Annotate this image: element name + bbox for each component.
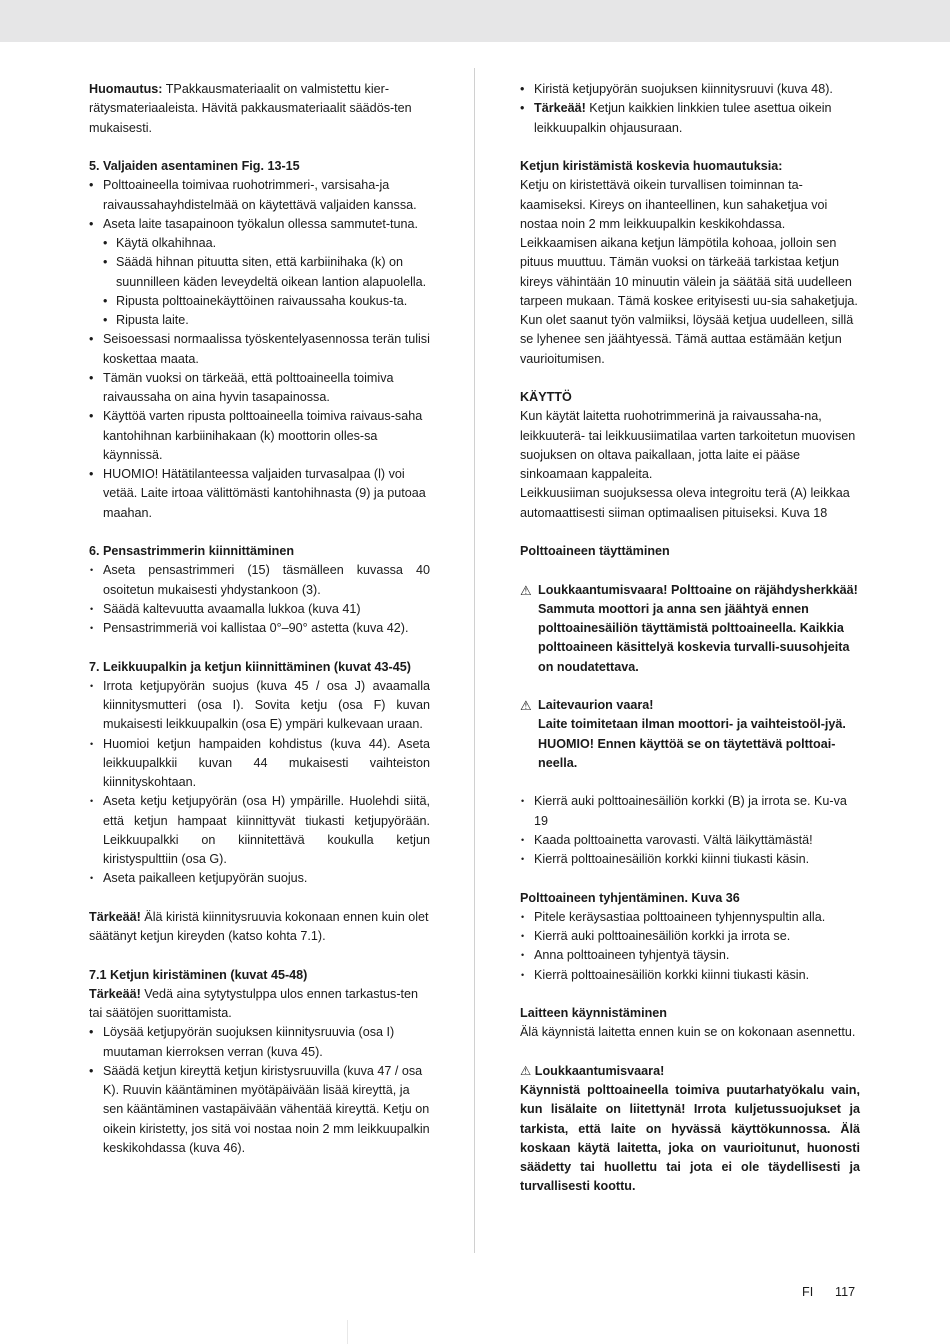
list-item: • Kaada polttoainetta varovasti. Vältä läikyttämästä! (520, 831, 860, 850)
list-item: • Ripusta laite. (89, 311, 430, 330)
kaytto-title: KÄYTTÖ (520, 390, 572, 404)
list-item: • Aseta laite tasapainoon työkalun ollessa sammutet-tuna. (89, 215, 430, 234)
top-band (0, 0, 950, 42)
kaytto-text: Kun käytät laitetta ruohotrimmerinä ja raivaussaha-na, leikkuuterä- tai leikkuusiimatilaa varten tarkoitetun muovisen suojuksen on oltava paikallaan, jotta laite ei pääse sinkoamaan kappaleita. (520, 409, 856, 481)
important-note: Tärkeää! Älä kiristä kiinnitysruuvia kokonaan ennen kuin olet säätänyt ketjun kireyden (katso kohta 7.1). (89, 909, 429, 943)
chain-notes-title: Ketjun kiristämistä koskevia huomautuksia: (520, 159, 783, 173)
list-item: • Seisoessasi normaalissa työskentelyasennossa terän tulisi koskettaa maata. (89, 330, 430, 369)
start-text: Älä käynnistä laitetta ennen kuin se on kokonaan asennettu. (520, 1025, 856, 1040)
warning-icon: ⚠ (520, 582, 532, 598)
chain-final-list (520, 80, 860, 138)
warning-body: Sammuta moottori ja anna sen jäähtyä ennen polttoainesäiliön täyttämistä polttoaineella. Kaikkia polttoaineen käsittelyä koskevia turvalli-suusohjeita on noudatettava. (538, 601, 850, 674)
section-5-title: 5. Valjaiden asentaminen Fig. 13-15 (89, 159, 300, 173)
list-item: • Tämän vuoksi on tärkeää, että polttoaineella toimiva raivaussaha on aina hyvin tasapainossa. (89, 369, 430, 408)
fuel-empty-title: Polttoaineen tyhjentäminen. Kuva 36 (520, 890, 740, 905)
list-item: • Käytä olkahihnaa. (89, 234, 430, 253)
column-divider (474, 68, 475, 1253)
list-item: • Kierrä auki polttoainesäiliön korkki ja irrota se. (520, 927, 860, 946)
fuel-fill-title: Polttoaineen täyttäminen (520, 544, 670, 558)
warning-icon: ⚠ (520, 698, 532, 713)
chain-notes-text: Ketju on kiristettävä oikein turvallisen toiminnan ta-kaamiseksi. Kireys on ihanteellinen, kun sahaketjua voi nostaa noin 2 mm leikkuupalkin keskikohdassa. Leikkaamisen aikana ketjun lämpötila kohoaa, jolloin sen pituus muuttuu. Tämän vuoksi on tärkeää tarkistaa ketjun kireys vähintään 10 minuutin välein ja säätää sitä uudelleen tarpeen mukaan. Tämä koskee erityisesti uu-sia sahaketjuja. Kun olet saanut työn valmiiksi, löysää ketjua uudelleen, sillä se lyhenee sen jäähtyessä. Tämä auttaa estämään ketjun vaurioitumisen. (520, 178, 858, 366)
list-item: • Pensastrimmeriä voi kallistaa 0°–90° astetta (kuva 42). (89, 619, 430, 638)
section-5-list (89, 176, 430, 234)
list-item: • Kierrä polttoainesäiliön korkki kiinni tiukasti käsin. (520, 966, 860, 985)
section-7-1-list (89, 1023, 430, 1158)
footer-language: FI (802, 1285, 814, 1299)
section-7-1-title: 7.1 Ketjun kiristäminen (kuvat 45-48) (89, 967, 308, 982)
kaytto-text-2: Leikkuusiiman suojuksessa oleva integroitu terä (A) leikkaa automaattisesti siiman optimaalisen pituiseksi. Kuva 18 (520, 486, 850, 520)
injury-warning (520, 581, 860, 677)
list-item: • Löysää ketjupyörän suojuksen kiinnitysruuvia (osa I) muutaman kierroksen verran (kuva 45). (89, 1023, 430, 1062)
device-damage-warning (520, 696, 860, 773)
left-column (89, 80, 430, 1158)
warning-body-2: HUOMIO! Ennen käyttöä se on täytettävä polttoai-neella. (538, 736, 836, 770)
page-number: 117 (835, 1285, 856, 1299)
list-item: • Aseta ketju ketjupyörän (osa H) ympärille. Huolehdi siitä, että ketjun hampaat kiinnittyvät tiukasti ketjupyörään. Leikkuupalkki on kiinnitettävä koukulla ketjun kiristyspulttiin (osa G). (89, 792, 430, 869)
list-item: • Polttoaineella toimivaa ruohotrimmeri-, varsisaha-ja raivaussahayhdistelmää on käytettävä valjaiden kanssa. (89, 176, 430, 215)
section-6-list (89, 561, 430, 638)
list-item: • HUOMIO! Hätätilanteessa valjaiden turvasalpaa (l) voi vetää. Laite irtoaa välittömästi kantohihnasta (9) ja putoaa maahan. (89, 465, 430, 523)
list-item: • Tärkeää! Ketjun kaikkien linkkien tulee asettua oikein leikkuupalkin ohjausuraan. (520, 99, 860, 138)
list-item: • Pitele keräysastiaa polttoaineen tyhjennyspultin alla. (520, 908, 860, 927)
right-column (520, 80, 860, 1197)
list-item: • Käyttöä varten ripusta polttoaineella toimiva raivaus-saha kantohihnan karbiinihakaan (k) moottorin olles-sa käynnissä. (89, 407, 430, 465)
injury-warning-2-body: Käynnistä polttoaineella toimiva puutarhatyökalu vain, kun lisälaite on liitettynä! Irrota kuljetussuojukset ja tarkista, että laite on hyvässä käyttökunnossa. Älä koskaan käytä laitetta, joka on vaurioitunut, huonosti säädetty tai huollettu tai jota ei ole täydellisesti ja turvallisesti koottu. (520, 1083, 860, 1194)
list-item: • Irrota ketjupyörän suojus (kuva 45 / osa J) avaamalla kiinnitysmutteri (osa I). Sovita ketju (osa F) kuvan mukaisesti leikkuupalkin (osa E) ympäri kulkevaan uraan. (89, 677, 430, 735)
warning-heading: Laitevaurion vaara! (538, 698, 654, 712)
packaging-note: Huomautus: TPakkausmateriaalit on valmistettu kier-rätysmateriaaleista. Hävitä pakkausmateriaalit säädös-ten mukaisesti. (89, 82, 412, 135)
list-item: • Kierrä auki polttoainesäiliön korkki (B) ja irrota se. Ku-va 19 (520, 792, 860, 831)
fuel-empty-list (520, 908, 860, 985)
list-item: • Huomioi ketjun hampaiden kohdistus (kuva 44). Aseta leikkuupalkkii kuvan 44 mukaisesti vaihteiston kiinnityskohtaan. (89, 735, 430, 793)
section-7-1-note: Tärkeää! Vedä aina sytytystulppa ulos ennen tarkastus-ten tai säätöjen suorittamista. (89, 986, 419, 1020)
warning-body: Laite toimitetaan ilman moottori- ja vaihteistoöl-jyä. (538, 717, 846, 732)
list-item: • Aseta pensastrimmeri (15) täsmälleen kuvassa 40 osoitetun mukaisesti yhdystankoon (3). (89, 561, 430, 600)
list-item: • Anna polttoaineen tyhjentyä täysin. (520, 946, 860, 965)
list-item: • Säädä kaltevuutta avaamalla lukkoa (kuva 41) (89, 600, 430, 619)
section-6-title: 6. Pensastrimmerin kiinnittäminen (89, 544, 295, 558)
warning-icon: ⚠ (520, 1063, 532, 1078)
section-7-title: 7. Leikkuupalkin ja ketjun kiinnittäminen (kuvat 43-45) (89, 659, 411, 674)
injury-warning-2-heading: ⚠ Loukkaantumisvaara! (520, 1063, 665, 1078)
warning-heading: Loukkaantumisvaara! Polttoaine on räjähdysherkkää! (538, 582, 858, 597)
bottom-mark (347, 1320, 348, 1344)
list-item: • Kierrä polttoainesäiliön korkki kiinni tiukasti käsin. (520, 850, 860, 869)
list-item: • Ripusta polttoainekäyttöinen raivaussaha koukus-ta. (89, 292, 430, 311)
list-item: • Säädä hihnan pituutta siten, että karbiinihaka (k) on suunnilleen käden leveydeltä oikean lantion alapuolella. (89, 253, 430, 292)
section-5-sublist (89, 234, 430, 330)
start-title: Laitteen käynnistäminen (520, 1006, 667, 1020)
fuel-fill-list (520, 792, 860, 869)
section-7-list (89, 677, 430, 889)
list-item: • Säädä ketjun kireyttä ketjun kiristysruuvilla (kuva 47 / osa K). Ruuvin kääntäminen myötäpäivään lisää kireyttä, ja sen kääntäminen vastapäivään vähentää kireyttä. Ketju on oikein kiristetty, jos sitä voi nostaa noin 2 mm leikkuupalkin keskikohdassa (kuva 46). (89, 1062, 430, 1158)
list-item: • Aseta paikalleen ketjupyörän suojus. (89, 869, 430, 888)
list-item: • Kiristä ketjupyörän suojuksen kiinnitysruuvi (kuva 48). (520, 80, 860, 99)
section-5-list-continued (89, 330, 430, 523)
